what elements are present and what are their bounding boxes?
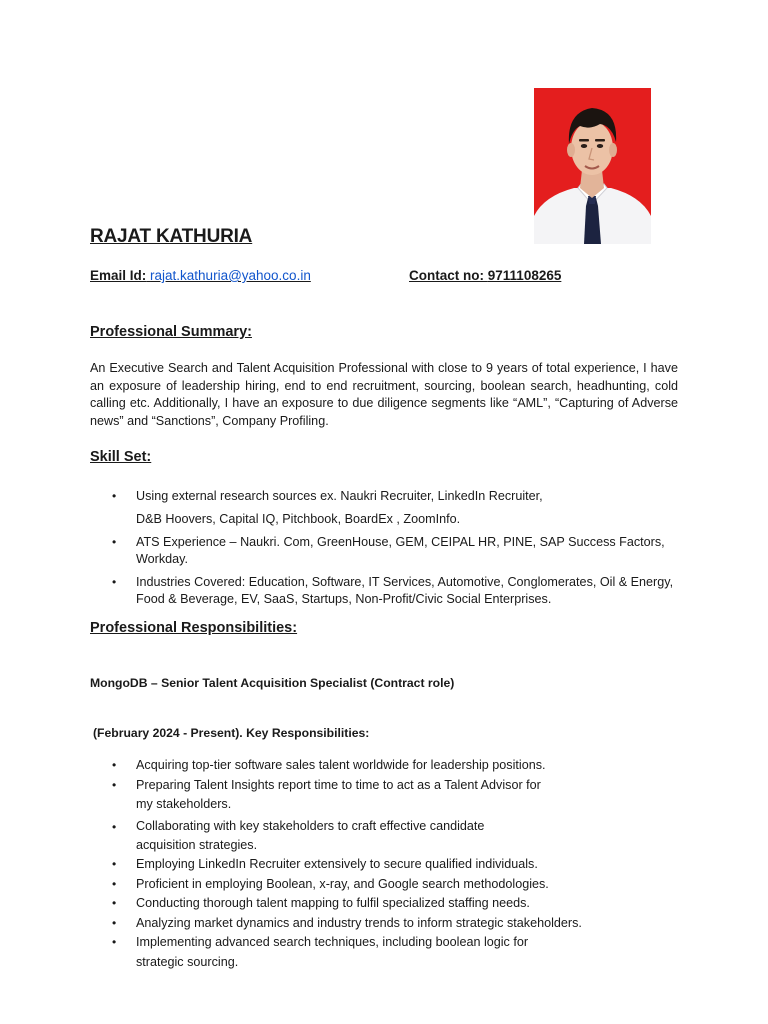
list-item	[112, 894, 702, 914]
list-item	[112, 914, 702, 934]
skill-text: Using external research sources ex. Naukri Recruiter, LinkedIn Recruiter,	[136, 489, 543, 503]
responsibility-text: strategic sourcing.	[136, 954, 239, 969]
summary-line: calling etc. Additionally, I have an exposure to due diligence segments like “AML”, “Capturing of Adverse	[90, 396, 678, 410]
email-link[interactable]: rajat.kathuria@yahoo.co.in	[150, 268, 311, 283]
list-item	[112, 756, 702, 776]
bullet-icon: •	[112, 915, 117, 930]
summary-line: an exposure of leadership hiring, end to end recruitment, sourcing, boolean search, headhunting, cold	[90, 378, 678, 393]
responsibility-text: my stakeholders.	[136, 797, 232, 811]
bullet-icon: •	[112, 935, 117, 949]
list-item	[112, 933, 702, 972]
summary-heading: Professional Summary:	[90, 324, 252, 340]
responsibility-text: Implementing advanced search techniques, including boolean logic for	[136, 935, 529, 949]
contact-label: Contact no:	[409, 268, 484, 283]
portrait-illustration	[534, 88, 651, 244]
list-item	[112, 534, 702, 568]
bullet-icon: •	[112, 535, 117, 549]
responsibility-text: acquisition strategies.	[136, 838, 258, 852]
profile-photo	[534, 88, 651, 244]
responsibility-text: Collaborating with key stakeholders to craft effective candidate	[136, 818, 485, 833]
list-item	[112, 875, 702, 895]
bullet-icon: •	[112, 876, 117, 891]
summary-line: news” and “Sanctions”, Company Profiling.	[90, 413, 329, 428]
bullet-icon: •	[112, 777, 117, 792]
skill-text: Industries Covered: Education, Software, IT Services, Automotive, Conglomerates, Oil & Energy,	[136, 575, 674, 589]
responsibility-text: Preparing Talent Insights report time to time to act as a Talent Advisor for	[136, 777, 541, 792]
responsibilities-heading: Professional Responsibilities:	[90, 620, 298, 636]
summary-paragraph	[90, 360, 678, 430]
candidate-name: RAJAT KATHURIA	[90, 226, 253, 247]
responsibility-text: Proficient in employing Boolean, x-ray, and Google search methodologies.	[136, 876, 549, 891]
bullet-icon: •	[112, 575, 117, 589]
contact-number: 9711108265	[487, 268, 562, 283]
bullet-icon: •	[112, 819, 117, 834]
job-period: (February 2024 - Present). Key Responsibilities:	[93, 726, 370, 740]
summary-line: An Executive Search and Talent Acquisition Professional with close to 9 years of total experience, I have	[90, 361, 678, 375]
list-item	[112, 488, 702, 528]
skills-heading: Skill Set:	[90, 449, 152, 465]
list-item	[112, 818, 702, 856]
skill-text: D&B Hoovers, Capital IQ, Pitchbook, BoardEx , ZoomInfo.	[136, 512, 461, 526]
bullet-icon: •	[112, 758, 117, 772]
list-item	[112, 574, 702, 608]
job-title: MongoDB – Senior Talent Acquisition Specialist (Contract role)	[90, 676, 455, 690]
responsibilities-list	[112, 756, 702, 972]
bullet-icon: •	[112, 489, 117, 503]
email-line	[90, 268, 311, 283]
bullet-icon: •	[112, 857, 117, 871]
skill-text: Food & Beverage, EV, SaaS, Startups, Non-Profit/Civic Social Enterprises.	[136, 592, 552, 606]
list-item	[112, 776, 702, 815]
list-item	[112, 855, 702, 875]
contact-line	[409, 268, 561, 283]
responsibility-text: Acquiring top-tier software sales talent worldwide for leadership positions.	[136, 758, 546, 772]
email-label: Email Id:	[90, 268, 147, 283]
bullet-icon: •	[112, 896, 117, 910]
responsibility-text: Employing LinkedIn Recruiter extensively to secure qualified individuals.	[136, 857, 538, 871]
skill-text: ATS Experience – Naukri. Com, GreenHouse, GEM, CEIPAL HR, PINE, SAP Success Factors, Workday.	[136, 535, 665, 566]
skills-list	[112, 488, 702, 608]
responsibility-text: Conducting thorough talent mapping to fulfil specialized staffing needs.	[136, 896, 530, 910]
responsibility-text: Analyzing market dynamics and industry trends to inform strategic stakeholders.	[136, 915, 582, 930]
